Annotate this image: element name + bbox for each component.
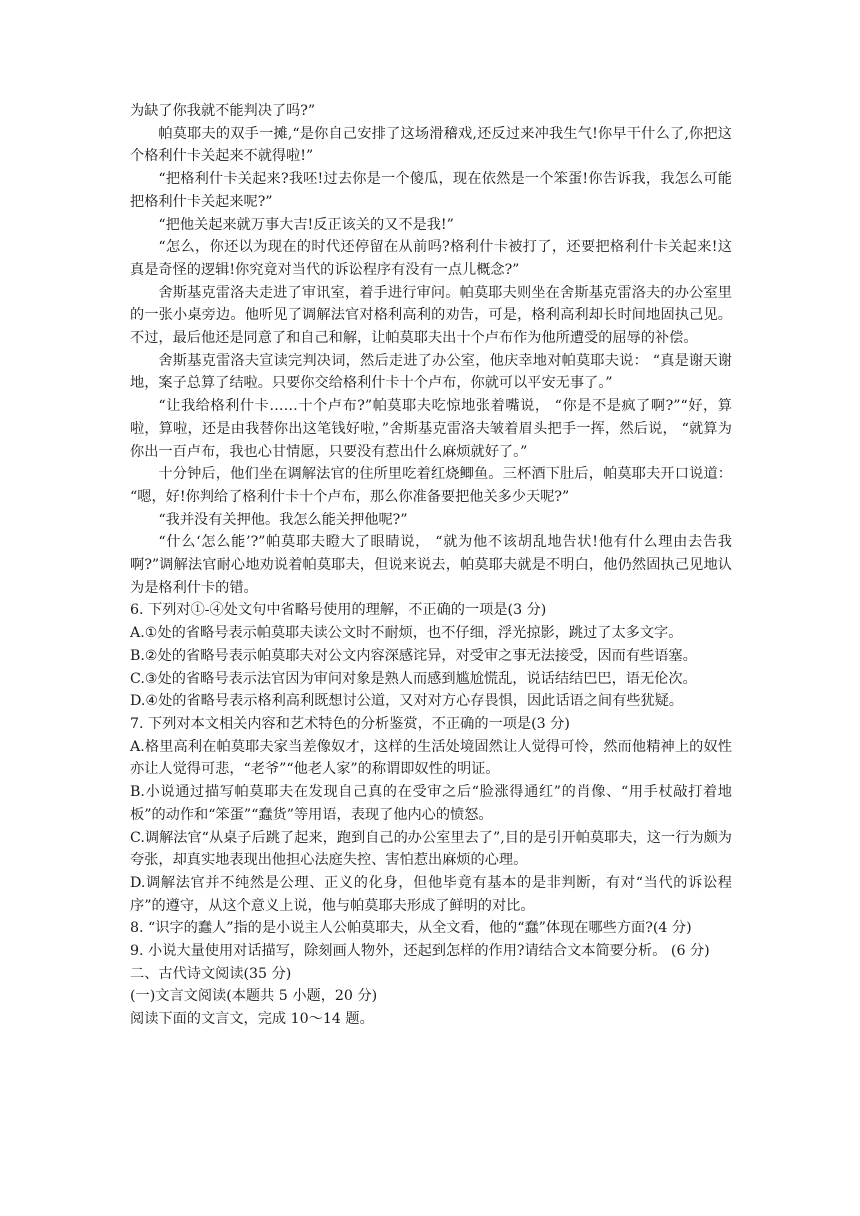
subsection-heading: (一)文言文阅读(本题共 5 小题，20 分) — [130, 988, 378, 1005]
question-7-option-b: B.小说通过描写帕莫耶夫在发现自己真的在受审之后“脸涨得通红”的肖像、“用手杖敲打着地板”的动作和“笨蛋”“蠢货”等用语，表现了他内心的愤怒。 — [130, 784, 732, 823]
question-9: 9. 小说大量使用对话描写，除刻画人物外，还起到怎样的作用?请结合文本简要分析。 (6 分) — [130, 943, 710, 960]
question-6-stem: 6. 下列对①-④处文句中省略号使用的理解，不正确的一项是(3 分) — [130, 602, 547, 619]
question-7-option-c: C.调解法官“从桌子后跳了起来，跑到自己的办公室里去了”,目的是引开帕莫耶夫，这一行为颇为夸张，却真实地表现出他担心法庭失控、害怕惹出麻烦的心理。 — [130, 829, 732, 869]
question-6-option-a: A.①处的省略号表示帕莫耶夫读公文时不耐烦，也不仔细，浮光掠影，跳过了太多文字。 — [130, 625, 683, 642]
question-8: 8. “识字的蠢人”指的是小说主人公帕莫耶夫，从全文看，他的“蠢”体现在哪些方面?(4 分) — [130, 920, 692, 937]
story-paragraph: “我并没有关押他。我怎么能关押他呢?” — [158, 511, 408, 528]
story-paragraph: “让我给格利什卡……十个卢布?”帕莫耶夫吃惊地张着嘴说， “你是不是疯了啊?”“好，算啦，算啦，还是由我替你出这笔钱好啦，”舍斯基克雷洛夫皱着眉头把手一挥，然后说， “就算为你出一百卢布，我也心甘情愿，只要没有惹出什么麻烦就好了。” — [130, 398, 732, 460]
story-paragraph: 为缺了你我就不能判决了吗?” — [130, 103, 316, 119]
section-heading: 二、古代诗文阅读(35 分) — [130, 965, 292, 982]
story-paragraph: 舍斯基克雷洛夫宣读完判决词，然后走进了办公室，他庆幸地对帕莫耶夫说： “真是谢天谢地，案子总算了结啦。只要你交给格利什卡十个卢布，你就可以平安无事了。” — [130, 352, 732, 392]
story-paragraph: “把他关起来就万事大吉!反正该关的又不是我!” — [158, 216, 454, 233]
question-6-option-d: D.④处的省略号表示格利高利既想讨公道，又对对方心存畏惧，因此话语之间有些犹疑。 — [130, 693, 684, 710]
story-paragraph: “怎么，你还以为现在的时代还停留在从前吗?格利什卡被打了，还要把格利什卡关起来!这真是奇怪的逻辑!你究竟对当代的诉讼程序有没有一点儿概念?” — [130, 239, 732, 278]
question-7-stem: 7. 下列对本文相关内容和艺术特色的分析鉴赏，不正确的一项是(3 分) — [130, 715, 570, 732]
story-paragraph: “什么‘怎么能’?”帕莫耶夫瞪大了眼睛说， “就为他不该胡乱地告状!他有什么理由去告我啊?”调解法官耐心地劝说着帕莫耶夫，但说来说去，帕莫耶夫就是不明白，他仍然固执己见地认为是格利什卡的错。 — [130, 534, 732, 596]
document-page — [130, 100, 732, 1031]
reading-instruction: 阅读下面的文言文，完成 10～14 题。 — [130, 1011, 374, 1028]
question-7-option-d: D.调解法官并不纯然是公理、正义的化身，但他毕竟有基本的是非判断，有对“当代的诉讼程序”的遵守，从这个意义上说，他与帕莫耶夫形成了鲜明的对比。 — [130, 874, 732, 914]
story-paragraph: 十分钟后，他们坐在调解法官的住所里吃着红烧鲫鱼。三杯酒下肚后，帕莫耶夫开口说道： “嗯，好!你判给了格利什卡十个卢布，那么你准备要把他关多少天呢?” — [130, 466, 732, 505]
story-paragraph: 舍斯基克雷洛夫走进了审讯室，着手进行审问。帕莫耶夫则坐在舍斯基克雷洛夫的办公室里的一张小桌旁边。他听见了调解法官对格利高利的劝告，可是，格利高利却长时间地固执己见。不过，最后他还是同意了和自己和解，让帕莫耶夫出十个卢布作为他所遭受的屈辱的补偿。 — [130, 284, 732, 347]
question-6-option-b: B.②处的省略号表示帕莫耶夫对公文内容深感诧异，对受审之事无法接受，因而有些语塞。 — [130, 647, 697, 664]
story-paragraph: “把格利什卡关起来?我呸!过去你是一个傻瓜，现在依然是一个笨蛋!你告诉我，我怎么可能把格利什卡关起来呢?” — [130, 171, 732, 210]
question-6-option-c: C.③处的省略号表示法官因为审问对象是熟人而感到尴尬慌乱，说话结结巴巴，语无伦次。 — [130, 670, 697, 687]
question-7-option-a: A.格里高利在帕莫耶夫家当差像奴才，这样的生活处境固然让人觉得可怜，然而他精神上的奴性亦让人觉得可悲，“老爷”“他老人家”的称谓即奴性的明证。 — [130, 738, 732, 778]
story-paragraph: 帕莫耶夫的双手一摊,“是你自己安排了这场滑稽戏,还反过来冲我生气!你早干什么了,你把这个格利什卡关起来不就得啦!” — [130, 125, 732, 165]
